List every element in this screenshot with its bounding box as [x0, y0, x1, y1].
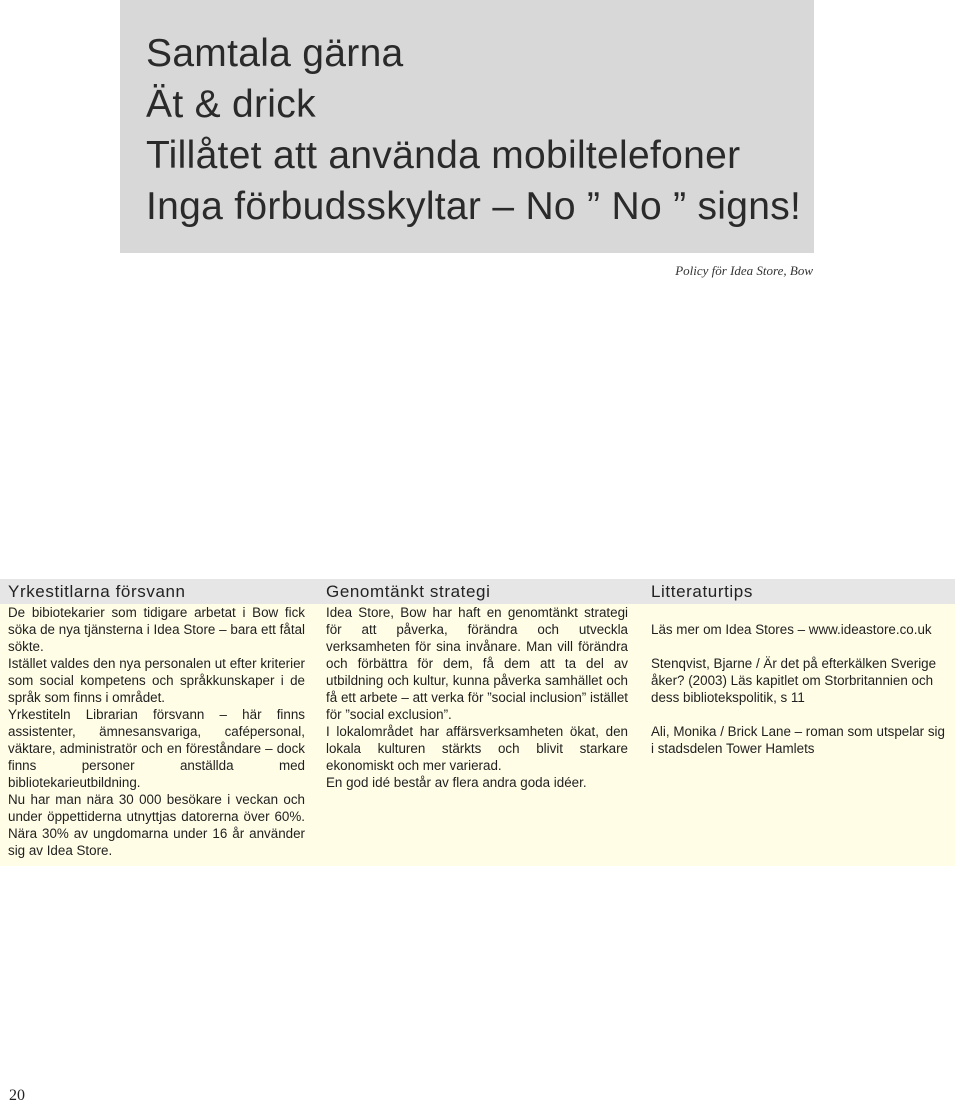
col1-paragraph: Istället valdes den nya personalen ut efter kriterier som social kompetens och språkkunskaper i de språk som finns i området. — [8, 656, 305, 705]
quote-box — [120, 0, 814, 253]
literature-tip: Ali, Monika / Brick Lane – roman som utspelar sig i stadsdelen Tower Hamlets — [651, 724, 945, 756]
col2-paragraph: Idea Store, Bow har haft en genomtänkt strategi för att påverka, förändra och utveckla verksamheten för sina invånare. Man vill förändra och förbättra för dem, få dem att ta del av utbildning och kultur, kunna påverka samhället och få ett arbete – att verka för ”social inclusion” istället för ”social exclusion”. — [326, 605, 628, 722]
col1-heading: Yrkestitlarna försvann — [8, 582, 186, 601]
col1-paragraph: Nu har man nära 30 000 besökare i veckan och under öppettiderna utnyttjas datorerna över 60%. Nära 30% av ungdomarna under 16 år använder sig av Idea Store. — [8, 792, 305, 858]
col1-body — [8, 604, 305, 859]
quote-caption: Policy för Idea Store, Bow — [675, 263, 813, 278]
col2-heading: Genomtänkt strategi — [326, 582, 491, 601]
quote-line: Inga förbudsskyltar – No ” No ” signs! — [146, 185, 802, 228]
literature-tip: Stenqvist, Bjarne / Är det på efterkälken Sverige åker? (2003) Läs kapitlet om Storbritannien och dess bibliotekspolitik, s 11 — [651, 656, 937, 705]
page-number: 20 — [9, 1087, 25, 1104]
quote-line: Ät & drick — [146, 83, 316, 126]
col1-paragraph: Yrkestiteln Librarian försvann – här finns assistenter, ämnesansvariga, cafépersonal, väktare, administratör och en föreståndare – dock finns personer anställda med bibliotekarieutbildning. — [8, 707, 305, 790]
col2-paragraph: En god idé består av flera andra goda idéer. — [326, 775, 587, 790]
col3-heading: Litteraturtips — [651, 582, 753, 601]
col2-paragraph: I lokalområdet har affärsverksamheten ökat, den lokala kulturen stärkts och blivit starkare ekonomiskt och mer varierad. — [326, 724, 628, 773]
col1-paragraph: De bibiotekarier som tidigare arbetat i Bow fick söka de nya tjänsterna i Idea Store – bara ett fåtal sökte. — [8, 605, 305, 654]
quote-lines — [146, 28, 801, 232]
col2-body — [326, 604, 628, 791]
quote-line: Tillåtet att använda mobiltelefoner — [146, 134, 741, 177]
literature-tip: Läs mer om Idea Stores – www.ideastore.co.uk — [651, 622, 932, 637]
quote-line: Samtala gärna — [146, 32, 404, 75]
